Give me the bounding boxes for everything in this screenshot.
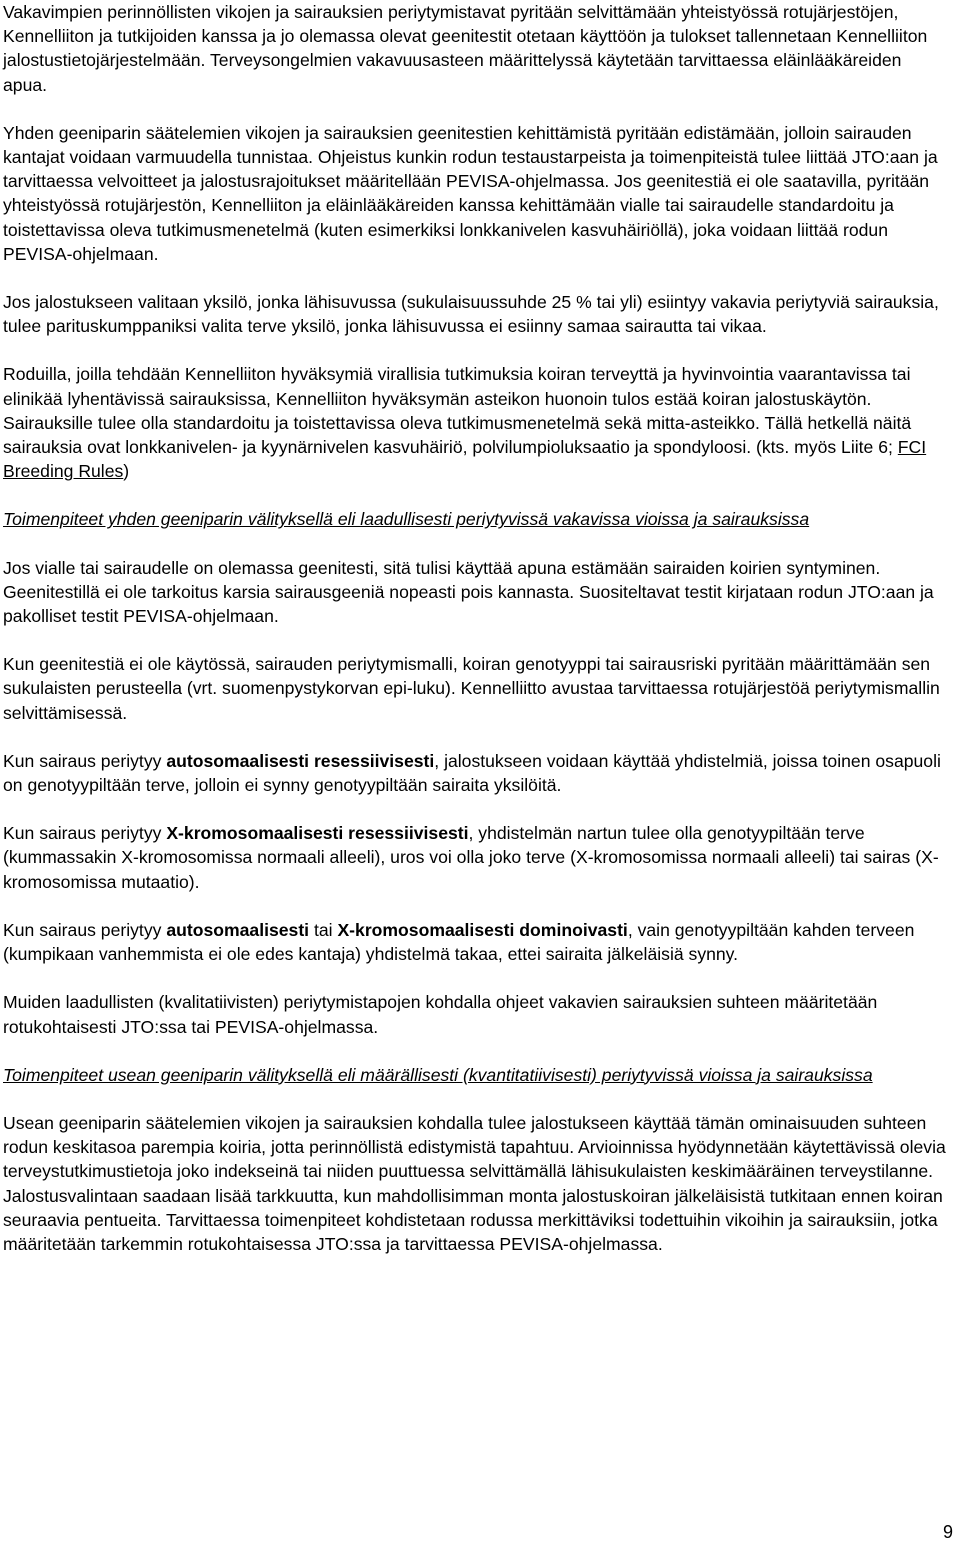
fci-breeding-rules-link[interactable]: FCI Breeding Rules [3,437,927,482]
paragraph-hereditary-diseases: Vakavimpien perinnöllisten vikojen ja sairauksien periytymistavat pyritään selvittämään yhteistyössä rotujärjestöjen, Kennelliiton ja tutkijoiden kanssa ja jo olemassa olevat geenitestit otetaan käyttöön ja tulokset tallennetaan Kennelliiton jalostustietojärjestelmään. Terveysongelmien vakavuusasteen määrittelyssä käytetään tarvittaessa eläinlääkäreiden apua. [3,2,928,95]
dominant-conjunction: tai [309,919,338,940]
paragraph-gene-test-usage: Jos vialle tai sairaudelle on olemassa geenitesti, sitä tulisi käyttää apuna estämään sairaiden koirien syntyminen. Geenitestillä ei ole tarkoitus karsia sairausgeeniä nopeasti pois kannasta. Suositeltavat testit kirjataan rodun JTO:aan ja pakolliset testit PEVISA-ohjelmaan. [3,557,934,627]
autosomal-recessive-term: autosomaalisesti resessiivisesti [166,750,435,771]
paragraph-official-studies [3,362,948,483]
section-heading-multi-gene: Toimenpiteet usean geeniparin välityksellä eli määrällisesti (kvantitatiivisesti) periytyvissä vioissa ja sairauksissa [3,1064,873,1085]
autosomal-recessive-text: , jalostukseen voidaan käyttää yhdistelmiä, joissa toinen osapuoli on genotyypiltään terve, jolloin ei synny genotyypiltään sairaita yksilöitä. [3,750,941,796]
paragraph-dominant [3,918,948,966]
paragraph-autosomal-recessive [3,749,948,797]
paragraph-other-qualitative: Muiden laadullisten (kvalitatiivisten) periytymistapojen kohdalla ohjeet vakavien sairauksien suhteen määritetään rotukohtaisesti JTO:ssa tai PEVISA-ohjelmassa. [3,992,878,1037]
official-studies-text: Roduilla, joilla tehdään Kennelliiton hyväksymiä virallisia tutkimuksia koiran terveyttä ja hyvinvointia vaarantavissa tai elinikää lyhentävissä sairauksissa, Kennelliiton hyväksymän asteikon huonoin tulos estää koiran jalostuskäytön. Sairauksille tulee olla standardoitu ja toistettavissa oleva tutkimusmenetelmä sekä mitta-asteikko. Tällä hetkellä näitä sairauksia ovat lonkkanivelen- ja kyynärnivelen kasvuhäiriö, polvilumpioluksaatio ja spondyloosi. (kts. myös Liite 6; [3,364,912,458]
x-recessive-term: X-kromosomaalisesti resessiivisesti [166,823,469,844]
autosomal-recessive-intro: Kun sairaus periytyy [3,750,167,771]
x-recessive-text: , yhdistelmän nartun tulee olla genotyypiltään terve (kummassakin X-kromosomissa normaali alleeli), uros voi olla joko terve (X-kromosomissa normaali alleeli) tai sairas (X-kromosomissa mutaatio). [3,823,939,892]
paragraph-x-recessive [3,821,948,894]
x-dominant-term: X-kromosomaalisesti dominoivasti [337,919,628,940]
section-heading-single-gene: Toimenpiteet yhden geeniparin välityksellä eli laadullisesti periytyvissä vakavissa vioissa ja sairauksissa [3,509,810,530]
page-number: 9 [942,1522,953,1542]
paragraph-no-gene-test: Kun geenitestiä ei ole käytössä, sairauden periytymismalli, koiran genotyyppi tai sairausriski pyritään määrittämään sen sukulaisten perusteella (vrt. suomenpystykorvan epi-luku). Kennelliitto avustaa tarvittaessa rotujärjestöä periytymismallin selvittämisessä. [3,654,940,723]
x-recessive-intro: Kun sairaus periytyy [3,823,167,844]
paragraph-gene-tests: Yhden geeniparin säätelemien vikojen ja sairauksien geenitestien kehittämistä pyritään edistämään, jolloin sairauden kantajat voidaan varmuudella tunnistaa. Ohjeistus kunkin rodun testaustarpeista ja toimenpiteistä tulee liittää JTO:aan ja tarvittaessa velvoitteet ja jalostusrajoitukset määritellään PEVISA-ohjelmassa. Jos geenitestiä ei ole saatavilla, pyritään yhteistyössä rotujärjestön, Kennelliiton ja eläinlääkäreiden kanssa kehittämään vialle tai sairaudelle standardoitu ja toistettavissa oleva tutkimusmenetelmä (kuten esimerkiksi lonkkanivelen kasvuhäiriöllä), joka voidaan liittää rodun PEVISA-ohjelmaan. [3,122,938,264]
official-studies-closing: ) [123,461,130,482]
dominant-intro: Kun sairaus periytyy [3,919,167,940]
document-page [3,0,948,1280]
autosomal-term: autosomaalisesti [166,919,310,940]
paragraph-multi-gene: Usean geeniparin säätelemien vikojen ja sairauksien kohdalla tulee jalostukseen käyttää tämän ominaisuuden suhteen rodun keskitasoa parempia koiria, jotta perinnöllistä edistymistä tapahtuu. Arvioinnissa hyödynnetään käytettävissä olevia terveystutkimustietoja joko indekseinä tai niiden puuttuessa selvittämällä lähisukulaisten keskimääräinen terveystilanne. Jalostusvalintaan saadaan lisää tarkkuutta, kun mahdollisimman monta jalostuskoiran jälkeläisistä tutkitaan ennen koiran seuraavia pentueita. Tarvittaessa toimenpiteet kohdistetaan rodussa merkittäviksi todettuihin vikoihin ja sairauksiin, jotka määritetään tarkemmin rotukohtaisessa JTO:ssa ja tarvittaessa PEVISA-ohjelmassa. [3,1112,946,1254]
paragraph-close-relatives: Jos jalostukseen valitaan yksilö, jonka lähisuvussa (sukulaisuussuhde 25 % tai yli) esiintyy vakavia periytyviä sairauksia, tulee parituskumppaniksi valita terve yksilö, jonka lähisuvussa ei esiinny samaa sairautta tai vikaa. [3,292,939,337]
dominant-text: , vain genotyypiltään kahden terveen (kumpikaan vanhemmista ei ole edes kantaja) yhdistelmä takaa, ettei sairaita jälkeläisiä synny. [3,919,915,965]
